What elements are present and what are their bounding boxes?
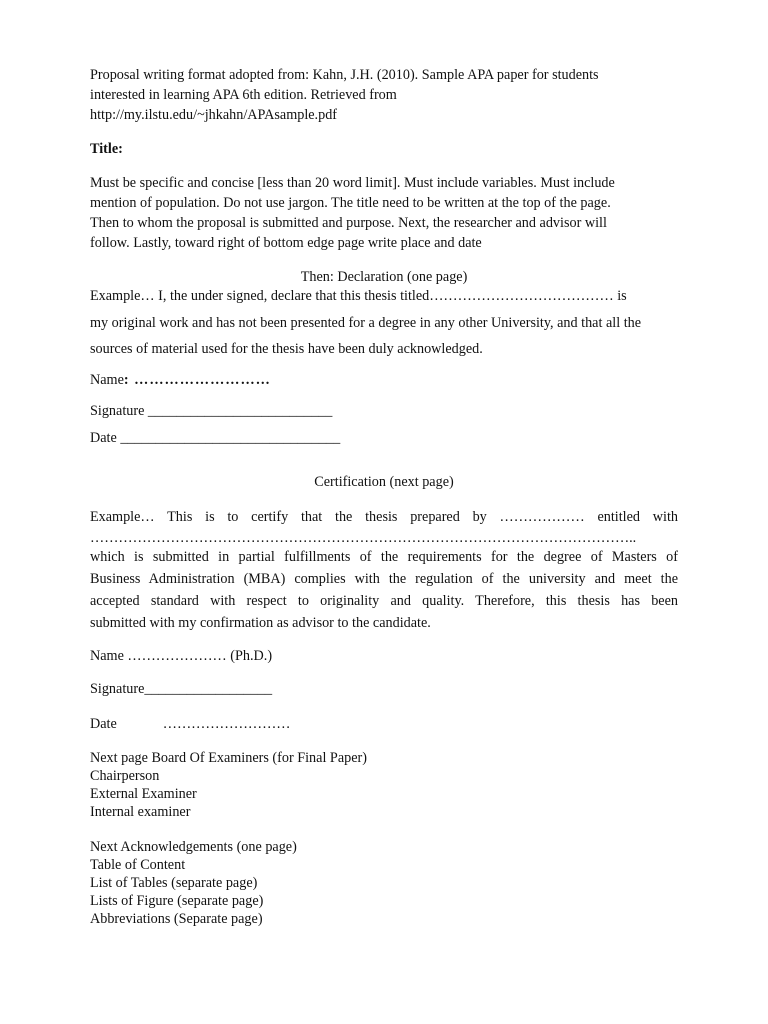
certification-heading: Certification (next page) [314,474,454,490]
board-heading: Next page Board Of Examiners (for Final Paper) [90,750,367,766]
declaration-signature-line: Signature __________________________ [90,403,333,419]
certification-line-6: submitted with my confirmation as advisor to the candidate. [90,615,431,631]
declaration-line-3: sources of material used for the thesis have been duly acknowledged. [90,341,483,357]
title-instructions-line-2: mention of population. Do not use jargon. The title need to be written at the top of the page. [90,195,611,211]
next-acknowledgements: Next Acknowledgements (one page) [90,839,297,855]
title-instructions-line-1: Must be specific and concise [less than 20 word limit]. Must include variables. Must include [90,175,615,191]
certification-line-1: Example… This is to certify that the thesis prepared by ……………… entitled with [90,509,678,525]
declaration-name-label: Name [90,372,124,388]
next-abbreviations: Abbreviations (Separate page) [90,911,263,927]
declaration-name-dots: : ……………………… [123,372,271,388]
source-citation-line-2: interested in learning APA 6th edition. Retrieved from [90,87,397,103]
certification-date-field [90,714,678,734]
certification-date-label: Date [90,716,117,732]
declaration-date-line: Date _______________________________ [90,430,341,446]
board-external-examiner: External Examiner [90,786,197,802]
certification-name-line: Name ………………… (Ph.D.) [90,648,273,664]
source-citation-line-1: Proposal writing format adopted from: Kahn, J.H. (2010). Sample APA paper for students [90,67,599,83]
declaration-line-1: Example… I, the under signed, declare that this thesis titled………………………………… is [90,288,627,304]
declaration-name-field [90,370,678,390]
board-chairperson: Chairperson [90,768,160,784]
certification-line-4: Business Administration (MBA) complies with the regulation of the university and meet the [90,571,678,587]
declaration-line-2: my original work and has not been presented for a degree in any other University, and that all the [90,315,642,331]
title-heading: Title: [90,141,123,157]
certification-line-3: which is submitted in partial fulfillments of the requirements for the degree of Masters of [90,549,678,565]
certification-line-2: …………………………………………………………………………………………………….. [90,530,637,546]
next-table-of-content: Table of Content [90,857,186,873]
next-lists-of-figure: Lists of Figure (separate page) [90,893,264,909]
board-internal-examiner: Internal examiner [90,804,191,820]
declaration-heading: Then: Declaration (one page) [300,269,468,285]
title-instructions-line-3: Then to whom the proposal is submitted and purpose. Next, the researcher and advisor will [90,215,607,231]
source-citation-url: http://my.ilstu.edu/~jhkahn/APAsample.pdf [90,107,338,123]
certification-signature-line: Signature__________________ [90,681,273,697]
certification-date-dots: ……………………… [162,716,291,732]
certification-line-5: accepted standard with respect to originality and quality. Therefore, this thesis has been [90,593,678,609]
next-list-of-tables: List of Tables (separate page) [90,875,258,891]
title-instructions-line-4: follow. Lastly, toward right of bottom edge page write place and date [90,235,482,251]
